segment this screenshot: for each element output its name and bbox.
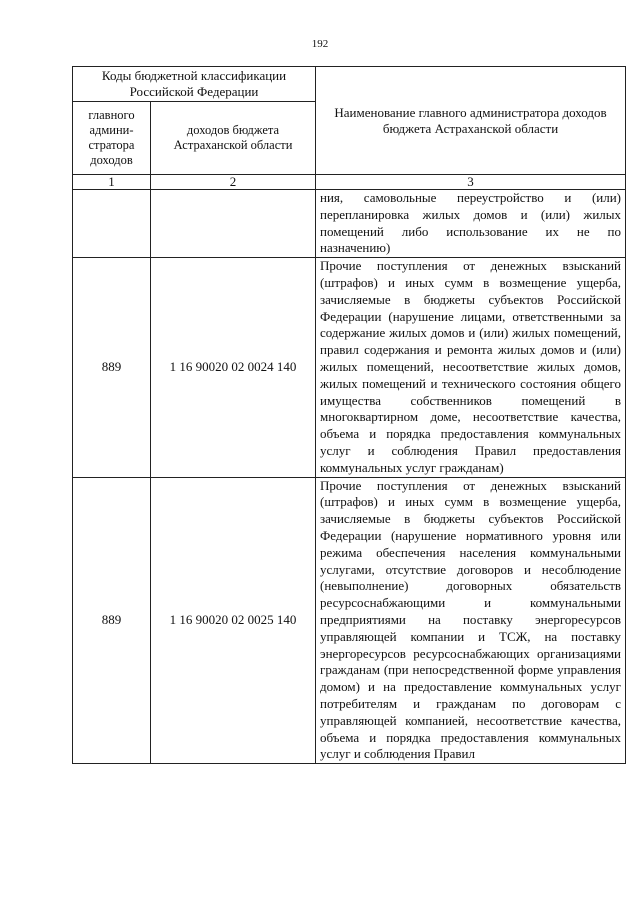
description-cell: ния, самовольные переустройство и (или) перепланировка жилых домов и (или) жилых помещений либо использование их не по назначению) xyxy=(316,190,626,258)
column-number-1: 1 xyxy=(73,175,151,190)
admin-code-cell xyxy=(73,190,151,258)
revenue-code-cell xyxy=(151,190,316,258)
admin-code-cell: 889 xyxy=(73,477,151,764)
header-column-admin: главного админи-стратора доходов xyxy=(73,102,151,175)
column-number-3: 3 xyxy=(316,175,626,190)
table-row xyxy=(73,258,626,477)
column-number-2: 2 xyxy=(151,175,316,190)
header-group-title: Коды бюджетной классификации Российской Федерации xyxy=(73,67,316,102)
description-cell: Прочие поступления от денежных взысканий (штрафов) и иных сумм в возмещение ущерба, зачисляемые в бюджеты субъектов Российской Федерации (нарушение нормативного уровня или режима обеспечения населения коммунальными услугами, отсутствие договоров и несоблюдение (невыполнение) договорных обязательств ресурсоснабжающими и коммунальными предприятиями на поставку энергоресурсов управляющей компании и ТСЖ, на поставку энергоресурсов ресурсоснабжающих организациями гражданам (при непосредственной форме управления домом) и на предоставление коммунальных услуг потребителям и гражданам по договорам с управляющей компанией, несоответствие качества, объема и порядка предоставления коммунальных услуг и соблюдения Правил xyxy=(316,477,626,764)
revenue-code-cell: 1 16 90020 02 0024 140 xyxy=(151,258,316,477)
revenue-code-cell: 1 16 90020 02 0025 140 xyxy=(151,477,316,764)
table-header-row xyxy=(73,67,626,102)
page-number: 192 xyxy=(311,38,329,50)
table-row xyxy=(73,477,626,764)
description-cell: Прочие поступления от денежных взысканий (штрафов) и иных сумм в возмещение ущерба, зачисляемые в бюджеты субъектов Российской Федерации (нарушение лицами, ответственными за содержание жилых домов и (или) жилых помещений, правил содержания и ремонта жилых домов и (или) жилых помещений, несоответствие жилых домов, жилых помещений и технического состояния общего имущества собственников помещений в многоквартирном доме, несоответствие качества, объема и порядка предоставления коммунальных услуг и соблюдения Правил предоставления коммунальных услуг гражданам) xyxy=(316,258,626,477)
admin-code-cell: 889 xyxy=(73,258,151,477)
budget-codes-table xyxy=(72,66,626,764)
column-number-row xyxy=(73,175,626,190)
header-column-revenue: доходов бюджета Астраханской области xyxy=(151,102,316,175)
header-column-name: Наименование главного администратора доходов бюджета Астраханской области xyxy=(316,67,626,175)
table-row xyxy=(73,190,626,258)
